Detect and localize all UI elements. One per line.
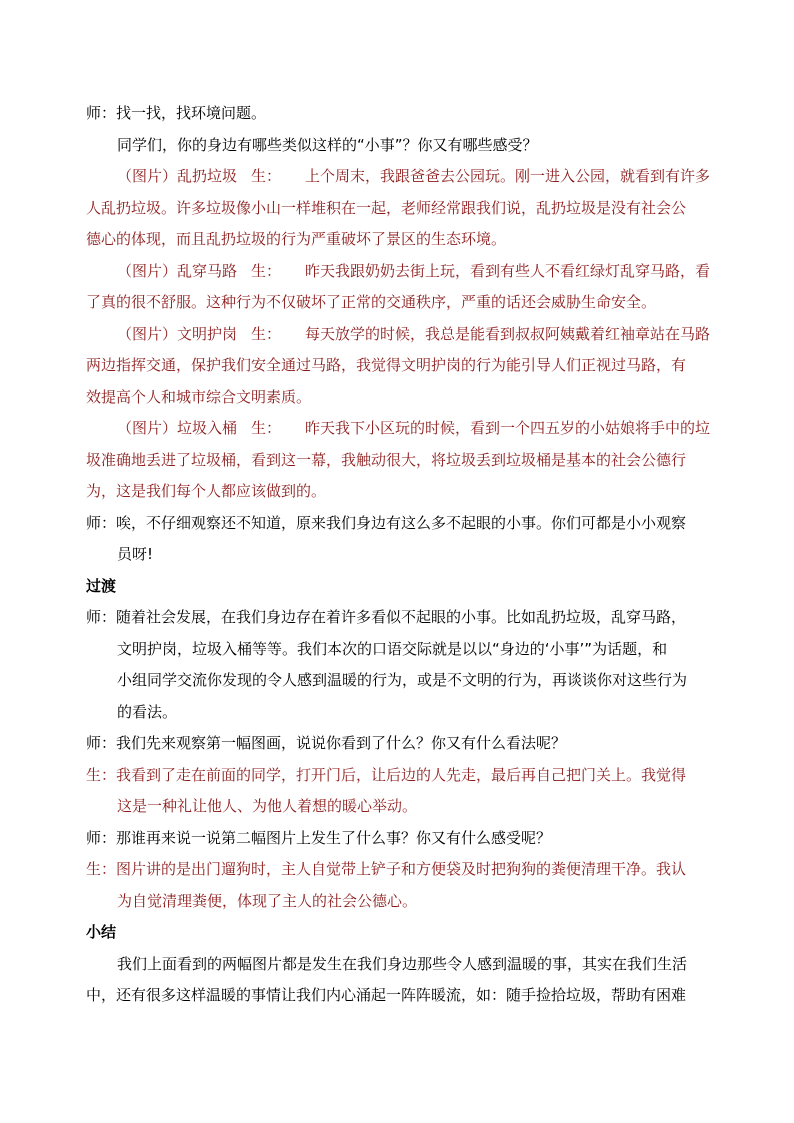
example-litter-cont-1: 人乱扔垃圾。许多垃圾像小山一样堆积在一起，老师经常跟我们说，乱扔垃圾是没有社会公 [86, 198, 687, 217]
example-bin-text: 昨天我下小区玩的时候，看到一个四五岁的小姑娘将手中的垃 [305, 419, 711, 437]
teacher-line-3-cont-3: 的看法。 [117, 702, 178, 721]
student-label: 生： [251, 261, 282, 280]
example-guard-cont-1: 两边指挥交通，保护我们安全通过马路，我觉得文明护岗的行为能引导人们正视过马路，有 [86, 356, 687, 374]
student-label: 生： [251, 419, 282, 437]
teacher-line-2-cont: 员呀! [117, 545, 154, 563]
example-litter-label: （图片）乱扔垃圾 [117, 167, 238, 185]
example-jaywalk-line [86, 256, 726, 288]
example-bin-line [86, 413, 726, 445]
example-bin-cont-2: 为，这是我们每个人都应该做到的。 [86, 482, 327, 500]
student-answer-1-cont: 这是一种礼让他人、为他人着想的暖心举动。 [117, 797, 418, 815]
teacher-line-3: 师：随着社会发展，在我们身边存在着许多看似不起眼的小事。比如乱扔垃圾，乱穿马路， [86, 608, 687, 626]
teacher-line-2: 师：唉，不仔细观察还不知道，原来我们身边有这么多不起眼的小事。你们可都是小小观察 [86, 513, 687, 532]
question-line: 同学们，你的身边有哪些类似这样的“小事”？你又有哪些感受？ [117, 135, 538, 154]
example-guard-label: （图片）文明护岗 [117, 324, 238, 343]
example-jaywalk-cont: 了真的很不舒服。这种行为不仅破坏了正常的交通秩序，严重的话还会威胁生命安全。 [86, 293, 657, 311]
student-label: 生： [251, 324, 282, 343]
section-heading-transition: 过渡 [86, 576, 117, 595]
student-label: 生： [251, 167, 282, 185]
example-guard-line [86, 319, 726, 351]
example-guard-text: 每天放学的时候，我总是能看到叔叔阿姨戴着红袖章站在马路 [305, 324, 711, 343]
section-heading-summary: 小结 [86, 923, 117, 941]
example-jaywalk-text: 昨天我跟奶奶去街上玩，看到有些人不看红绿灯乱穿马路，看 [305, 261, 711, 280]
example-litter-text: 上个周末，我跟爸爸去公园玩。刚一进入公园，就看到有许多 [305, 167, 711, 185]
teacher-line-3-cont-2: 小组同学交流你发现的令人感到温暖的行为，或是不文明的行为，再谈谈你对这些行为 [117, 671, 688, 689]
summary-line-1: 我们上面看到的两幅图片都是发生在我们身边那些令人感到温暖的事，其实在我们生活 [117, 954, 688, 973]
example-litter-line [86, 161, 726, 193]
example-litter-cont-2: 德心的体现，而且乱扔垃圾的行为严重破坏了景区的生态环境。 [86, 230, 507, 248]
example-bin-label: （图片）垃圾入桶 [117, 419, 238, 437]
example-jaywalk-label: （图片）乱穿马路 [117, 261, 238, 280]
example-guard-cont-2: 效提高个人和城市综合文明素质。 [86, 387, 312, 406]
student-answer-1: 生：我看到了走在前面的同学，打开门后，让后边的人先走，最后再自己把门关上。我觉得 [86, 765, 687, 784]
student-answer-2: 生：图片讲的是出门遛狗时，主人自觉带上铲子和方便袋及时把狗狗的粪便清理干净。我认 [86, 860, 687, 878]
teacher-line-4: 师：我们先来观察第一幅图画，说说你看到了什么？你又有什么看法呢？ [86, 734, 567, 752]
student-answer-2-cont: 为自觉清理粪便，体现了主人的社会公德心。 [117, 891, 418, 910]
teacher-line-3-cont-1: 文明护岗，垃圾入桶等等。我们本次的口语交际就是以以“身边的‘小事’”为话题，和 [117, 639, 668, 658]
teacher-line-1: 师：找一找，找环境问题。 [86, 104, 267, 122]
example-bin-cont-1: 圾准确地丢进了垃圾桶，看到这一幕，我触动很大，将垃圾丢到垃圾桶是基本的社会公德行 [86, 450, 687, 469]
teacher-line-5: 师：那谁再来说一说第二幅图片上发生了什么事？你又有什么感受呢？ [86, 828, 552, 847]
document-page [86, 98, 726, 1012]
summary-line-2: 中，还有很多这样温暖的事情让我们内心涌起一阵阵暖流，如：随手捡拾垃圾，帮助有困难 [86, 986, 687, 1004]
